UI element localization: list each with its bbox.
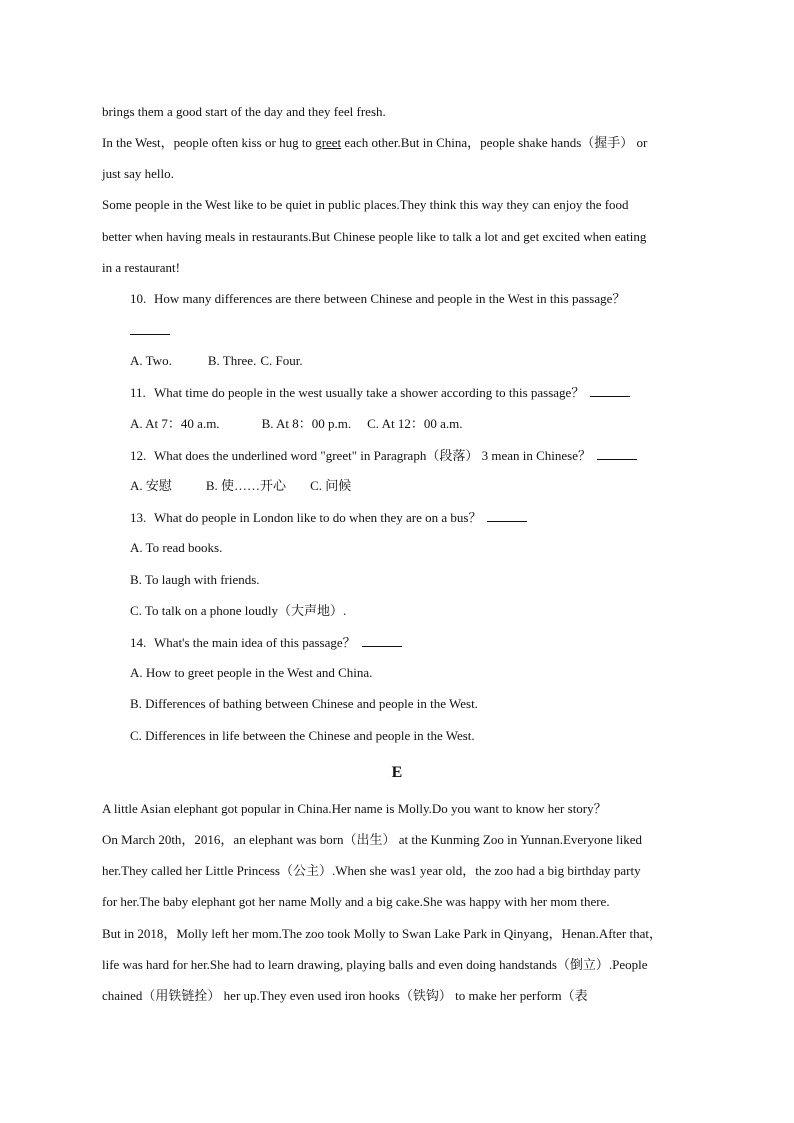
- passage-line: On March 20th，2016，an elephant was born（出生） at the Kunming Zoo in Yunnan.Everyone liked: [102, 832, 642, 847]
- question-text: How many differences are there between Chinese and people in the West in this passage？: [154, 291, 626, 306]
- passage-line: life was hard for her.She had to learn drawing, playing balls and even doing handstands（倒立）.People: [102, 957, 648, 972]
- answer-blank-10[interactable]: [130, 322, 170, 339]
- question-10: [130, 291, 625, 307]
- question-number: 14.: [130, 635, 147, 650]
- passage-line: [102, 135, 647, 151]
- question-text: What does the underlined word "greet" in Paragraph（段落） 3 mean in Chinese？: [154, 448, 591, 463]
- option-c[interactable]: C. To talk on a phone loudly（大声地）.: [130, 603, 347, 618]
- option-b[interactable]: B. Three.: [207, 353, 257, 368]
- question-number: 12.: [130, 448, 147, 463]
- passage-line: her.They called her Little Princess（公主）.When she was1 year old，the zoo had a big birthday party: [102, 863, 641, 878]
- answer-blank[interactable]: [487, 509, 527, 522]
- option-a[interactable]: A. 安慰: [130, 478, 172, 493]
- passage-line: for her.The baby elephant got her name Molly and a big cake.She was happy with her mom there.: [102, 894, 610, 909]
- question-14: [130, 634, 402, 651]
- passage-text: each other.But in China，people shake hands（握手） or: [341, 135, 648, 150]
- answer-blank[interactable]: [597, 447, 637, 460]
- question-11: [130, 384, 630, 401]
- option-b[interactable]: B. 使……开心: [205, 478, 287, 493]
- passage-text: In the West，people often kiss or hug to: [102, 135, 316, 150]
- options-12: [130, 478, 351, 494]
- question-number: 13.: [130, 510, 147, 525]
- option-a[interactable]: A. To read books.: [130, 540, 223, 555]
- question-text: What time do people in the west usually take a shower according to this passage？: [154, 385, 585, 400]
- question-number: 10.: [130, 291, 147, 306]
- passage-line: in a restaurant!: [102, 260, 180, 275]
- question-13: [130, 509, 527, 526]
- question-12: [130, 447, 637, 464]
- passage-line: A little Asian elephant got popular in China.Her name is Molly.Do you want to know her story？: [102, 801, 607, 816]
- passage-line: just say hello.: [102, 166, 174, 181]
- option-c[interactable]: C. At 12：00 a.m.: [367, 416, 463, 431]
- passage-line: But in 2018，Molly left her mom.The zoo took Molly to Swan Lake Park in Qinyang，Henan.After that，: [102, 926, 662, 941]
- option-a[interactable]: A. Two.: [130, 353, 172, 368]
- options-10: [130, 353, 303, 369]
- passage-line: Some people in the West like to be quiet in public places.They think this way they can enjoy the food: [102, 197, 629, 212]
- passage-line: chained（用铁链拴） her up.They even used iron hooks（铁钩） to make her perform（表: [102, 988, 588, 1003]
- option-b[interactable]: B. At 8：00 p.m.: [261, 416, 352, 431]
- option-b[interactable]: B. Differences of bathing between Chinese and people in the West.: [130, 696, 478, 711]
- section-heading: E: [391, 764, 403, 781]
- option-a[interactable]: A. How to greet people in the West and China.: [130, 665, 373, 680]
- option-c[interactable]: C. Four.: [260, 353, 303, 368]
- question-number: 11.: [130, 385, 146, 400]
- answer-blank[interactable]: [130, 322, 170, 335]
- option-c[interactable]: C. Differences in life between the Chinese and people in the West.: [130, 728, 475, 743]
- option-c[interactable]: C. 问候: [310, 478, 352, 493]
- underlined-word-greet: greet: [315, 135, 342, 150]
- answer-blank[interactable]: [362, 634, 402, 647]
- option-a[interactable]: A. At 7：40 a.m.: [130, 416, 220, 431]
- question-text: What's the main idea of this passage？: [154, 635, 356, 650]
- passage-line: brings them a good start of the day and they feel fresh.: [102, 104, 386, 119]
- options-11: [130, 416, 462, 432]
- passage-line: better when having meals in restaurants.But Chinese people like to talk a lot and get excited when eating: [102, 229, 647, 244]
- answer-blank[interactable]: [590, 384, 630, 397]
- question-text: What do people in London like to do when they are on a bus？: [154, 510, 482, 525]
- option-b[interactable]: B. To laugh with friends.: [130, 572, 260, 587]
